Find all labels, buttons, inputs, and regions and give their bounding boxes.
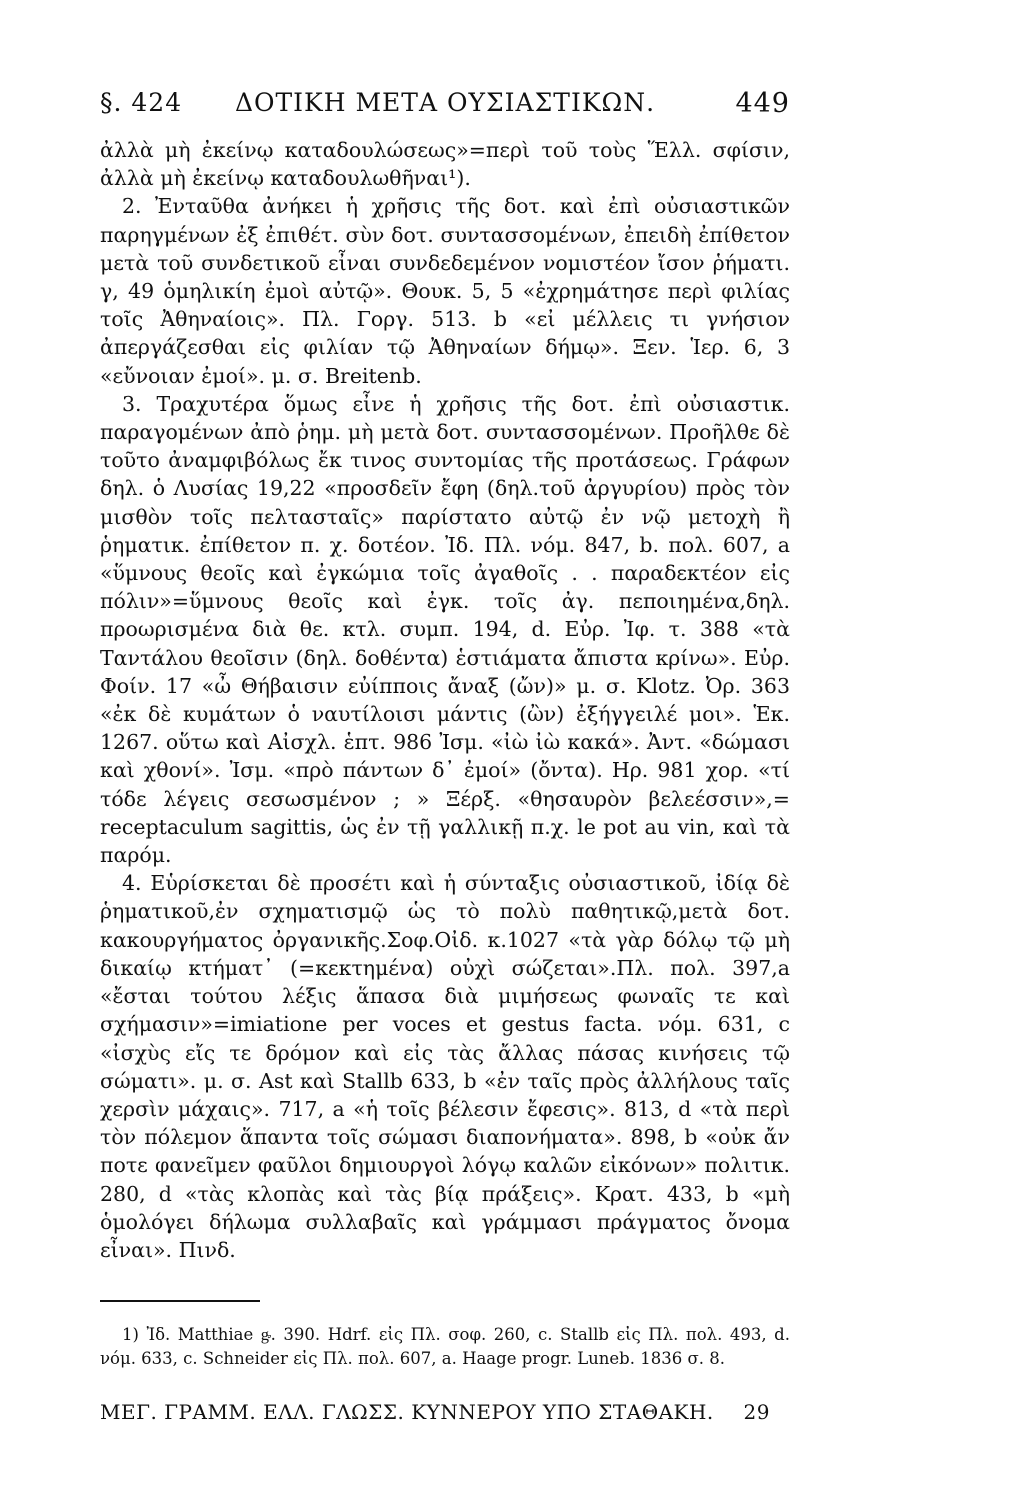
main-text xyxy=(100,136,790,1264)
paragraph-4: 4. Εὑρίσκεται δὲ προσέτι καὶ ἡ σύνταξις οὐσιαστικοῦ, ἰδίᾳ δὲ ῥηματικοῦ,ἐν σχηματισμῷ ὡς τὸ πολὺ παθητικῷ,μετὰ δοτ. κακουργήματος ὀργανικῆς.Σοφ.Οἰδ. κ.1027 «τὰ γὰρ δόλῳ τῷ μὴ δικαίῳ κτήματ᾽ (=κεκτημένα) οὐχὶ σώζεται».Πλ. πολ. 397,a «ἔσται τούτου λέξις ἅπασα διὰ μιμήσεως φωναῖς τε καὶ σχήμασιν»=imiatione per voces et gestus facta. νόμ. 631, c «ἰσχὺς εἴς τε δρόμον καὶ εἰς τὰς ἄλλας πάσας κινήσεις τῷ σώματι». μ. σ. Ast καὶ Stallb 633, b «ἐν ταῖς πρὸς ἀλλήλους ταῖς χερσὶν μάχαις». 717, a «ἡ τοῖς βέλεσιν ἔφεσις». 813, d «τὰ περὶ τὸν πόλεμον ἅπαντα τοῖς σώμασι διαπονήματα». 898, b «οὐκ ἄν ποτε φανεῖμεν φαῦλοι δημιουργοὶ λόγῳ καλῶν εἰκόνων» πολιτικ. 280, d «τὰς κλοπὰς καὶ τὰς βίᾳ πράξεις». Κρατ. 433, b «μὴ ὁμολόγει δήλωμα συλλαβαῖς καὶ γράμμασι πράγματος ὄνομα εἶναι». Πινδ. xyxy=(100,871,790,1262)
footnote-rule xyxy=(100,1300,260,1302)
signature-text: ΜΕΓ. ΓΡΑΜΜ. ΕΛΛ. ΓΛΩΣΣ. ΚΥΝΝΕΡΟΥ ΥΠΟ ΣΤΑΘΑΚΗ. xyxy=(100,1400,714,1424)
section-number: §. 424 xyxy=(100,88,183,117)
footnote-1: 1) Ἰδ. Matthiae ᶃ. 390. Hdrf. εἰς Πλ. σοφ. 260, c. Stallb εἰς Πλ. πολ. 493, d. νόμ. 633, c. Schneider εἰς Πλ. πολ. 607, a. Haage progr. Luneb. 1836 σ. 8. xyxy=(100,1325,790,1368)
running-title: ΔΟΤΙΚΗ ΜΕΤΑ ΟΥΣΙΑΣΤΙΚΩΝ. xyxy=(234,88,656,117)
paragraph-2: 2. Ἐνταῦθα ἀνήκει ἡ χρῆσις τῆς δοτ. καὶ ἐπὶ οὐσιαστικῶν παρηγμένων ἐξ ἐπιθέτ. σὺν δοτ. συντασσομένων, ἐπειδὴ ἐπίθετον μετὰ τοῦ συνδετικοῦ εἶναι συνδεδεμένον νομιστέον ἴσον ῥήματι. γ, 49 ὁμηλικίη ἐμοὶ αὐτῷ». Θουκ. 5, 5 «ἐχρημάτησε περὶ φιλίας τοῖς Ἀθηναίοις». Πλ. Γοργ. 513. b «εἰ μέλλεις τι γνήσιον ἀπεργάζεσθαι εἰς φιλίαν τῷ Ἀθηναίων δήμῳ». Ξεν. Ἱερ. 6, 3 «εὔνοιαν ἐμοί». μ. σ. Breitenb. xyxy=(100,194,790,388)
page-header xyxy=(100,88,790,122)
footnotes xyxy=(100,1323,790,1371)
page-number: 449 xyxy=(735,88,790,119)
printer-signature xyxy=(100,1400,790,1430)
paragraph-continuation: ἀλλὰ μὴ ἐκείνῳ καταδουλώσεως»=περὶ τοῦ τοὺς Ἕλλ. σφίσιν, ἀλλὰ μὴ ἐκείνῳ καταδουλωθῆναι¹). xyxy=(100,138,790,191)
paragraph-3: 3. Τραχυτέρα ὅμως εἶνε ἡ χρῆσις τῆς δοτ. ἐπὶ οὐσιαστικ. παραγομένων ἀπὸ ῥημ. μὴ μετὰ δοτ. συντασσομένων. Προῆλθε δὲ τοῦτο ἀναμφιβόλως ἔκ τινος συντομίας τῆς προτάσεως. Γράφων δηλ. ὁ Λυσίας 19,22 «προσδεῖν ἔφη (δηλ.τοῦ ἀργυρίου) πρὸς τὸν μισθὸν τοῖς πελτασταῖς» παρίστατο αὐτῷ ἐν νῷ μετοχὴ ἢ ῥηματικ. ἐπίθετον π. χ. δοτέον. Ἰδ. Πλ. νόμ. 847, b. πολ. 607, a «ὕμνους θεοῖς καὶ ἐγκώμια τοῖς ἀγαθοῖς . . παραδεκτέον εἰς πόλιν»=ὕμνους θεοῖς καὶ ἐγκ. τοῖς ἀγ. πεποιημένα,δηλ. προωρισμένα διὰ θε. κτλ. συμπ. 194, d. Εὐρ. Ἰφ. τ. 388 «τὰ Ταντάλου θεοῖσιν (δηλ. δοθέντα) ἑστιάματα ἄπιστα κρίνω». Εὐρ. Φοίν. 17 «ὦ Θήβαισιν εὐίπποις ἄναξ (ὤν)» μ. σ. Klotz. Ὀρ. 363 «ἐκ δὲ κυμάτων ὁ ναυτίλοισι μάντις (ὢν) ἐξήγγειλέ μοι». Ἑκ. 1267. οὕτω καὶ Αἰσχλ. ἑπτ. 986 Ἰσμ. «ἰὼ ἰὼ κακά». Ἀντ. «δώμασι καὶ χθονί». Ἰσμ. «πρὸ πάντων δ᾽ ἐμοί» (ὄντα). Ηρ. 981 χορ. «τί τόδε λέγεις σεσωσμένον ; » Ξέρξ. «θησαυρὸν βελεέσσιν»,= receptaculum sagittis, ὡς ἐν τῇ γαλλικῇ π.χ. le pot au vin, καὶ τὰ παρόμ. xyxy=(100,391,790,868)
signature-number: 29 xyxy=(743,1400,770,1424)
